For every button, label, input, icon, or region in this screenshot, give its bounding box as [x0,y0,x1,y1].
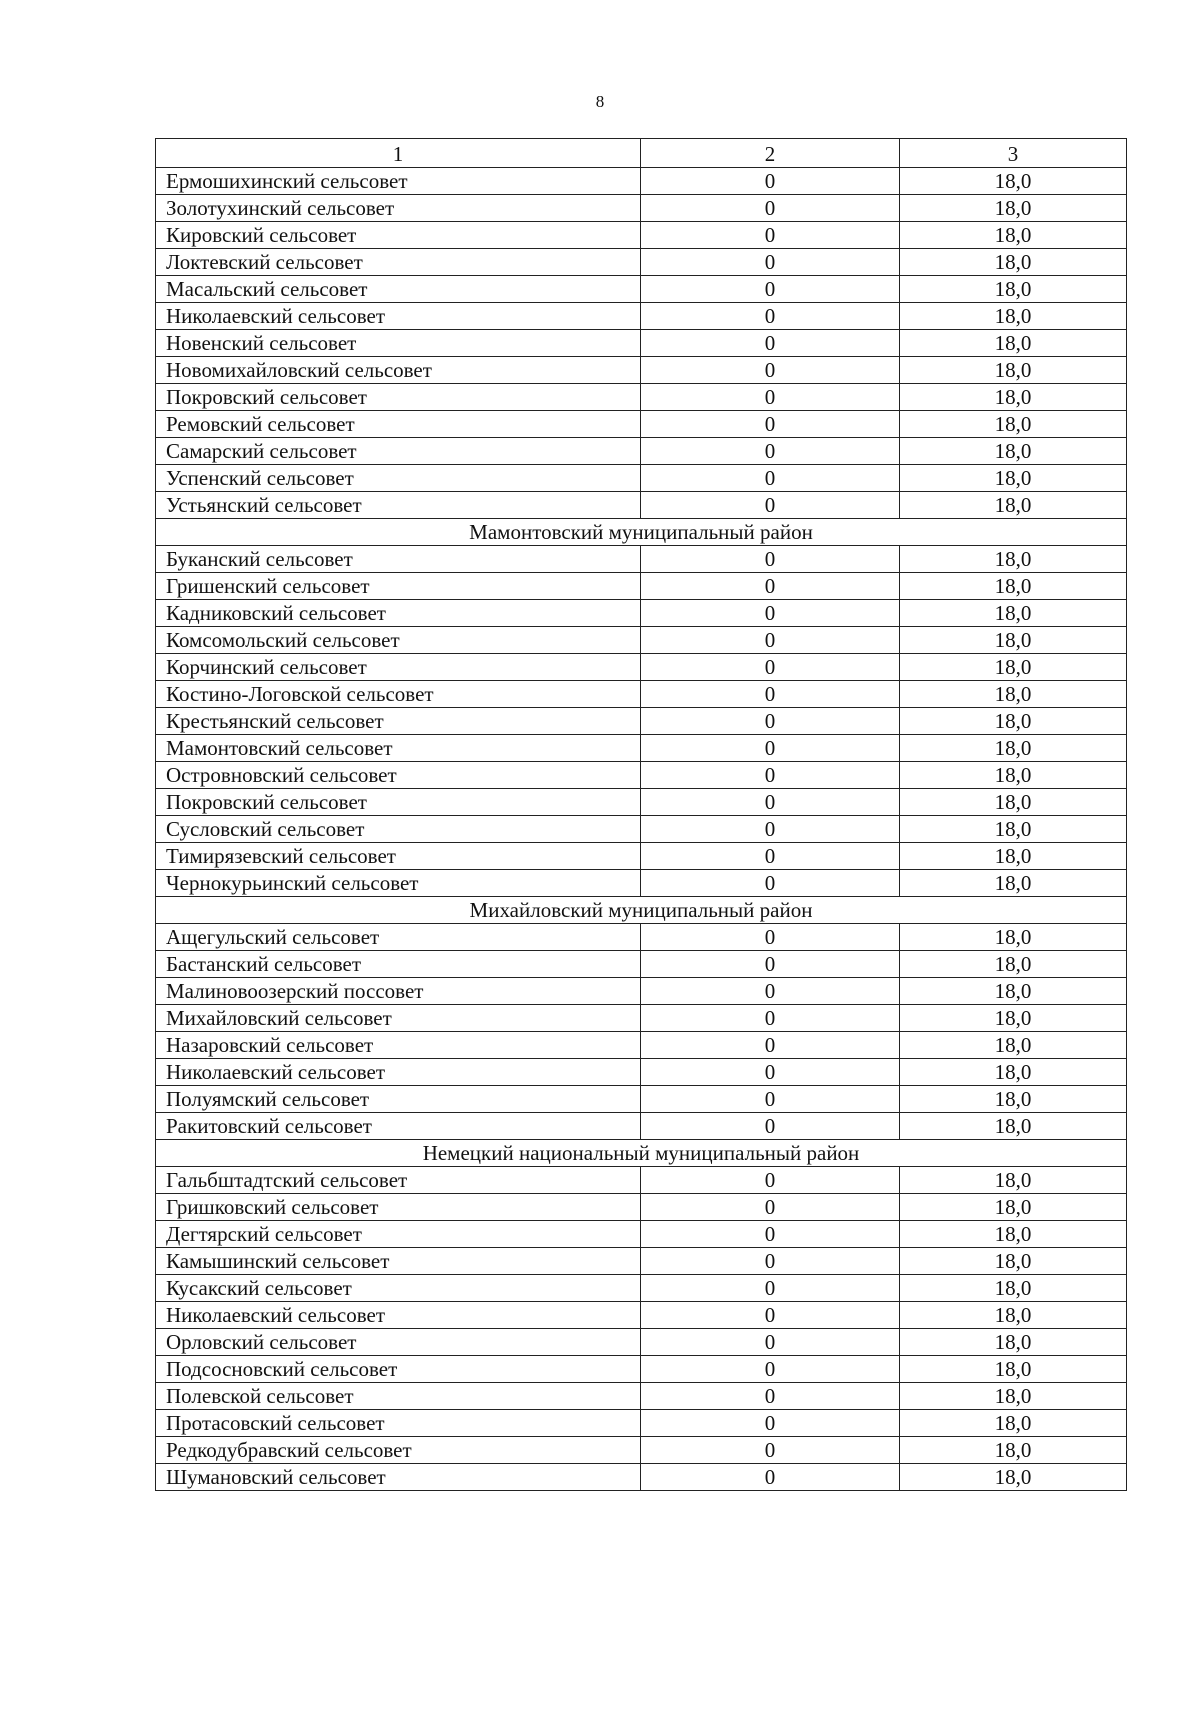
settlement-name-cell: Полевской сельсовет [156,1383,641,1410]
column-2-value-cell: 0 [641,546,900,573]
settlement-name-cell: Гальбштадтский сельсовет [156,1167,641,1194]
column-3-value-cell: 18,0 [900,168,1127,195]
column-3-value-cell: 18,0 [900,924,1127,951]
column-3-value-cell: 18,0 [900,573,1127,600]
settlement-name-cell: Корчинский сельсовет [156,654,641,681]
column-3-value-cell: 18,0 [900,681,1127,708]
table-row [156,627,1127,654]
settlement-name-cell: Гришенский сельсовет [156,573,641,600]
table-row [156,1302,1127,1329]
column-3-value-cell: 18,0 [900,735,1127,762]
table-row [156,168,1127,195]
column-3-value-cell: 18,0 [900,384,1127,411]
table-row [156,1005,1127,1032]
settlement-name-cell: Протасовский сельсовет [156,1410,641,1437]
column-2-value-cell: 0 [641,492,900,519]
column-2-value-cell: 0 [641,573,900,600]
column-3-value-cell: 18,0 [900,708,1127,735]
table-row [156,762,1127,789]
column-3-value-cell: 18,0 [900,492,1127,519]
section-title: Мамонтовский муниципальный район [156,519,1127,546]
column-3-value-cell: 18,0 [900,1167,1127,1194]
column-2-value-cell: 0 [641,681,900,708]
table-row [156,1383,1127,1410]
column-2-value-cell: 0 [641,1410,900,1437]
settlement-name-cell: Редкодубравский сельсовет [156,1437,641,1464]
column-3-value-cell: 18,0 [900,1329,1127,1356]
table-row [156,465,1127,492]
table-row [156,357,1127,384]
settlement-name-cell: Новомихайловский сельсовет [156,357,641,384]
column-3-value-cell: 18,0 [900,1248,1127,1275]
column-2-value-cell: 0 [641,600,900,627]
column-3-value-cell: 18,0 [900,1464,1127,1491]
section-row [156,1140,1127,1167]
settlement-name-cell: Успенский сельсовет [156,465,641,492]
column-2-value-cell: 0 [641,924,900,951]
column-3-value-cell: 18,0 [900,465,1127,492]
table-row [156,438,1127,465]
column-3-value-cell: 18,0 [900,1356,1127,1383]
section-row [156,519,1127,546]
column-3-value-cell: 18,0 [900,249,1127,276]
column-2-value-cell: 0 [641,708,900,735]
table-row [156,924,1127,951]
column-2-value-cell: 0 [641,762,900,789]
table-row [156,1194,1127,1221]
settlement-name-cell: Золотухинский сельсовет [156,195,641,222]
column-3-value-cell: 18,0 [900,1383,1127,1410]
column-3-value-cell: 18,0 [900,762,1127,789]
column-2-value-cell: 0 [641,654,900,681]
settlement-name-cell: Самарский сельсовет [156,438,641,465]
column-3-value-cell: 18,0 [900,1275,1127,1302]
section-title: Михайловский муниципальный район [156,897,1127,924]
section-title: Немецкий национальный муниципальный район [156,1140,1127,1167]
table-row [156,681,1127,708]
column-2-value-cell: 0 [641,789,900,816]
settlement-name-cell: Малиновоозерский поссовет [156,978,641,1005]
column-3-value-cell: 18,0 [900,195,1127,222]
column-3-value-cell: 18,0 [900,438,1127,465]
column-3-value-cell: 18,0 [900,1194,1127,1221]
column-2-value-cell: 0 [641,1113,900,1140]
settlement-name-cell: Мамонтовский сельсовет [156,735,641,762]
settlement-name-cell: Николаевский сельсовет [156,1302,641,1329]
table-row [156,708,1127,735]
column-2-value-cell: 0 [641,870,900,897]
table-row [156,1275,1127,1302]
column-2-value-cell: 0 [641,357,900,384]
table-row [156,789,1127,816]
settlement-name-cell: Ермошихинский сельсовет [156,168,641,195]
column-2-value-cell: 0 [641,303,900,330]
settlement-name-cell: Камышинский сельсовет [156,1248,641,1275]
table-row [156,330,1127,357]
table-row [156,816,1127,843]
settlement-name-cell: Новенский сельсовет [156,330,641,357]
settlement-name-cell: Чернокурьинский сельсовет [156,870,641,897]
column-2-value-cell: 0 [641,1329,900,1356]
section-row [156,897,1127,924]
settlement-name-cell: Сусловский сельсовет [156,816,641,843]
column-2-value-cell: 0 [641,1167,900,1194]
table-row [156,951,1127,978]
table-row [156,1167,1127,1194]
column-2-value-cell: 0 [641,222,900,249]
column-3-value-cell: 18,0 [900,1005,1127,1032]
table-row [156,1410,1127,1437]
settlement-name-cell: Михайловский сельсовет [156,1005,641,1032]
column-2-value-cell: 0 [641,843,900,870]
column-2-value-cell: 0 [641,1248,900,1275]
table-row [156,1437,1127,1464]
table-row [156,735,1127,762]
column-2-value-cell: 0 [641,735,900,762]
column-2-value-cell: 0 [641,1383,900,1410]
column-3-value-cell: 18,0 [900,1113,1127,1140]
table-row [156,249,1127,276]
column-3-value-cell: 18,0 [900,276,1127,303]
column-2-value-cell: 0 [641,465,900,492]
column-2-value-cell: 0 [641,1464,900,1491]
column-3-value-cell: 18,0 [900,654,1127,681]
settlement-name-cell: Николаевский сельсовет [156,1059,641,1086]
table-row [156,1329,1127,1356]
page-number: 8 [595,92,605,111]
column-3-value-cell: 18,0 [900,816,1127,843]
table-row [156,1464,1127,1491]
table-row [156,1086,1127,1113]
column-3-value-cell: 18,0 [900,357,1127,384]
column-2-value-cell: 0 [641,1275,900,1302]
settlement-name-cell: Ащегульский сельсовет [156,924,641,951]
column-2-value-cell: 0 [641,411,900,438]
column-3-value-cell: 18,0 [900,546,1127,573]
column-3-value-cell: 18,0 [900,1032,1127,1059]
table-row [156,573,1127,600]
column-2-value-cell: 0 [641,1086,900,1113]
settlement-name-cell: Костино-Логовской сельсовет [156,681,641,708]
column-2-value-cell: 0 [641,1005,900,1032]
column-3-value-cell: 18,0 [900,600,1127,627]
table-row [156,384,1127,411]
table-row [156,1032,1127,1059]
settlement-name-cell: Устьянский сельсовет [156,492,641,519]
column-2-value-cell: 0 [641,384,900,411]
table-row [156,303,1127,330]
column-2-value-cell: 0 [641,978,900,1005]
settlement-name-cell: Тимирязевский сельсовет [156,843,641,870]
settlement-name-cell: Островновский сельсовет [156,762,641,789]
column-header-3: 3 [900,139,1127,168]
column-2-value-cell: 0 [641,249,900,276]
table-row [156,195,1127,222]
settlement-name-cell: Николаевский сельсовет [156,303,641,330]
table-row [156,1059,1127,1086]
table-row [156,843,1127,870]
column-2-value-cell: 0 [641,1221,900,1248]
table-row [156,1356,1127,1383]
settlement-name-cell: Покровский сельсовет [156,384,641,411]
column-3-value-cell: 18,0 [900,627,1127,654]
column-2-value-cell: 0 [641,951,900,978]
column-3-value-cell: 18,0 [900,1302,1127,1329]
settlement-name-cell: Назаровский сельсовет [156,1032,641,1059]
column-3-value-cell: 18,0 [900,1410,1127,1437]
column-header-1: 1 [156,139,641,168]
column-3-value-cell: 18,0 [900,951,1127,978]
table-row [156,222,1127,249]
settlement-name-cell: Подсосновский сельсовет [156,1356,641,1383]
column-3-value-cell: 18,0 [900,978,1127,1005]
table-row [156,492,1127,519]
column-2-value-cell: 0 [641,816,900,843]
table-row [156,1113,1127,1140]
column-3-value-cell: 18,0 [900,1059,1127,1086]
settlement-name-cell: Буканский сельсовет [156,546,641,573]
table-row [156,276,1127,303]
column-header-2: 2 [641,139,900,168]
table-row [156,870,1127,897]
column-3-value-cell: 18,0 [900,330,1127,357]
data-table [155,138,1127,1491]
table-header-row [156,139,1127,168]
column-2-value-cell: 0 [641,1194,900,1221]
column-2-value-cell: 0 [641,438,900,465]
column-3-value-cell: 18,0 [900,411,1127,438]
table-row [156,978,1127,1005]
table-row [156,546,1127,573]
settlement-name-cell: Масальский сельсовет [156,276,641,303]
table-row [156,411,1127,438]
column-3-value-cell: 18,0 [900,303,1127,330]
column-3-value-cell: 18,0 [900,1221,1127,1248]
settlement-name-cell: Кировский сельсовет [156,222,641,249]
column-2-value-cell: 0 [641,195,900,222]
settlement-name-cell: Локтевский сельсовет [156,249,641,276]
table-row [156,1248,1127,1275]
table-row [156,600,1127,627]
column-2-value-cell: 0 [641,1356,900,1383]
column-2-value-cell: 0 [641,330,900,357]
column-3-value-cell: 18,0 [900,789,1127,816]
column-2-value-cell: 0 [641,276,900,303]
column-3-value-cell: 18,0 [900,870,1127,897]
settlement-name-cell: Покровский сельсовет [156,789,641,816]
settlement-name-cell: Дегтярский сельсовет [156,1221,641,1248]
settlement-name-cell: Гришковский сельсовет [156,1194,641,1221]
settlement-name-cell: Орловский сельсовет [156,1329,641,1356]
column-2-value-cell: 0 [641,1302,900,1329]
settlement-name-cell: Кадниковский сельсовет [156,600,641,627]
settlement-name-cell: Комсомольский сельсовет [156,627,641,654]
table-row [156,654,1127,681]
settlement-name-cell: Крестьянский сельсовет [156,708,641,735]
table-body [156,139,1127,1491]
column-3-value-cell: 18,0 [900,1437,1127,1464]
column-2-value-cell: 0 [641,168,900,195]
settlement-name-cell: Ремовский сельсовет [156,411,641,438]
settlement-name-cell: Полуямский сельсовет [156,1086,641,1113]
settlement-name-cell: Шумановский сельсовет [156,1464,641,1491]
table-row [156,1221,1127,1248]
column-2-value-cell: 0 [641,1059,900,1086]
settlement-name-cell: Кусакский сельсовет [156,1275,641,1302]
column-2-value-cell: 0 [641,1437,900,1464]
column-2-value-cell: 0 [641,1032,900,1059]
column-3-value-cell: 18,0 [900,843,1127,870]
column-3-value-cell: 18,0 [900,222,1127,249]
settlement-name-cell: Бастанский сельсовет [156,951,641,978]
column-3-value-cell: 18,0 [900,1086,1127,1113]
column-2-value-cell: 0 [641,627,900,654]
settlement-name-cell: Ракитовский сельсовет [156,1113,641,1140]
